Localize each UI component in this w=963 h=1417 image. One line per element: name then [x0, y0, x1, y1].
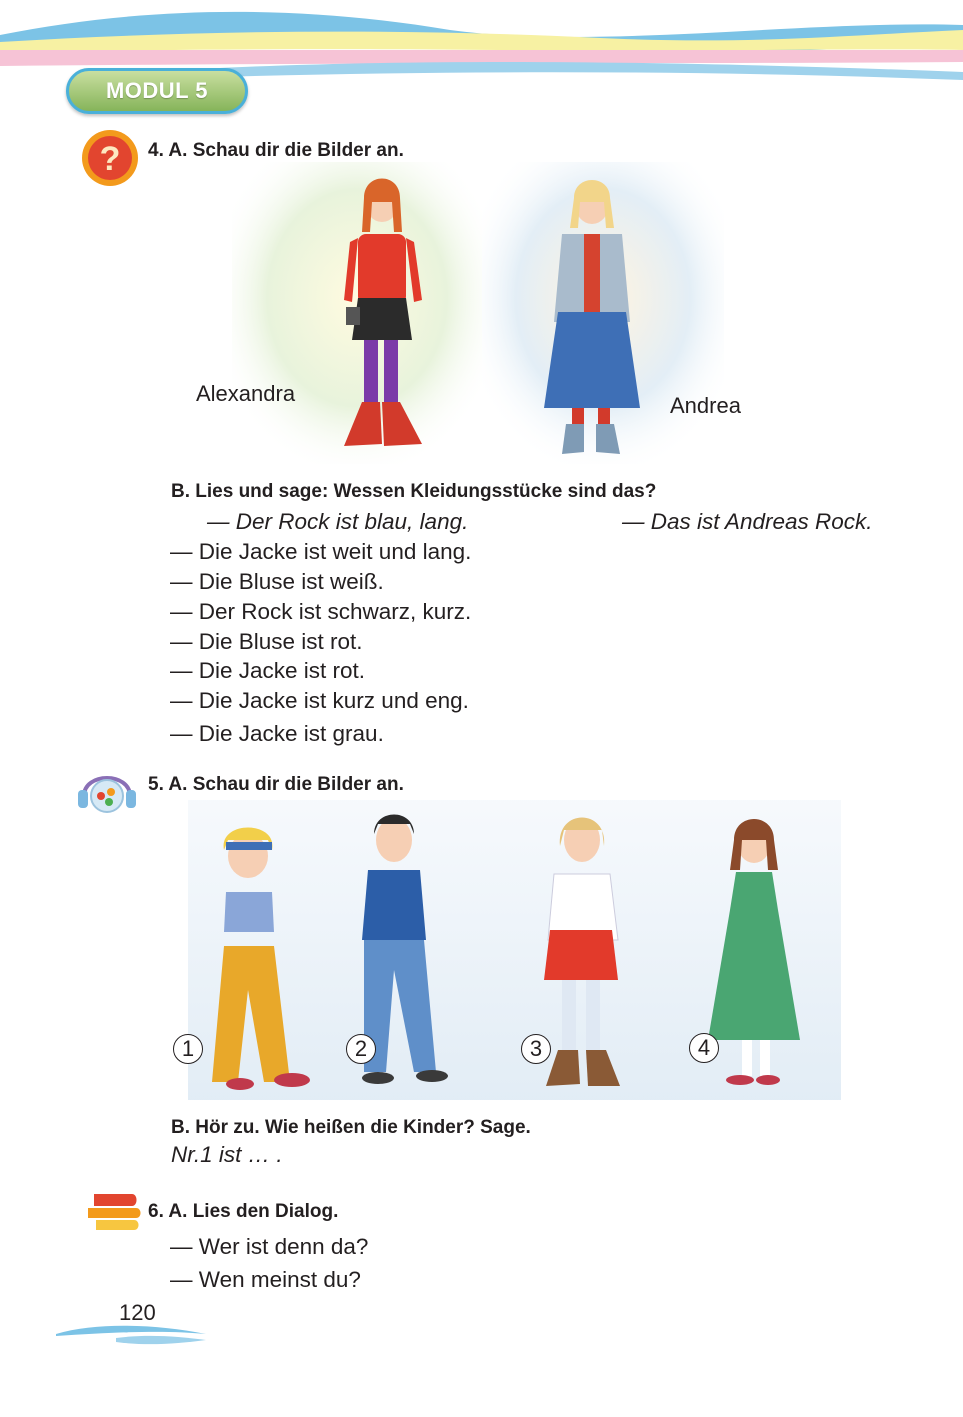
task4-girls-illustration: [232, 162, 724, 464]
name-label-alexandra: Alexandra: [196, 381, 296, 406]
statement-line: — Die Bluse ist rot.: [170, 629, 363, 654]
task5b-example: Nr.1 ist … .: [171, 1142, 283, 1167]
picture-number-2: 2: [346, 1034, 376, 1064]
name-label-andrea: Andrea: [670, 393, 741, 418]
task4-heading: 4. A. Schau dir die Bilder an.: [148, 140, 404, 161]
module-badge: [66, 68, 248, 114]
statement-line: — Die Jacke ist rot.: [170, 658, 366, 683]
task5b-heading: B. Hör zu. Wie heißen die Kinder? Sage.: [171, 1117, 531, 1138]
statement-line: — Die Bluse ist weiß.: [170, 569, 384, 594]
task5-children-illustration: [188, 800, 841, 1100]
module-label: MODUL 5: [105, 78, 209, 103]
example-answer: — Das ist Andreas Rock.: [622, 509, 873, 534]
page-number: 120: [119, 1300, 156, 1325]
task6-heading: 6. A. Lies den Dialog.: [148, 1201, 339, 1222]
statement-line: — Die Jacke ist weit und lang.: [170, 539, 472, 564]
statement-line: — Die Jacke ist grau.: [170, 721, 384, 746]
statement-line: — Der Rock ist schwarz, kurz.: [170, 599, 472, 624]
footer-wave-decoration: [56, 1322, 206, 1348]
question-mark-icon: [80, 128, 140, 188]
picture-number-4: 4: [689, 1033, 719, 1063]
speaking-hands-icon: [84, 1190, 142, 1234]
task5-heading: 5. A. Schau dir die Bilder an.: [148, 774, 404, 795]
dialog-line: — Wen meinst du?: [170, 1267, 361, 1292]
statement-line: — Die Jacke ist kurz und eng.: [170, 688, 469, 713]
headphones-listening-icon: [76, 766, 138, 816]
svg-text:?: ?: [99, 140, 121, 178]
task4b-heading: B. Lies und sage: Wessen Kleidungsstücke sind das?: [171, 481, 657, 502]
picture-number-1: 1: [173, 1034, 203, 1064]
picture-number-3: 3: [521, 1034, 551, 1064]
dialog-line: — Wer ist denn da?: [170, 1234, 369, 1259]
example-statement: — Der Rock ist blau, lang.: [207, 509, 469, 534]
